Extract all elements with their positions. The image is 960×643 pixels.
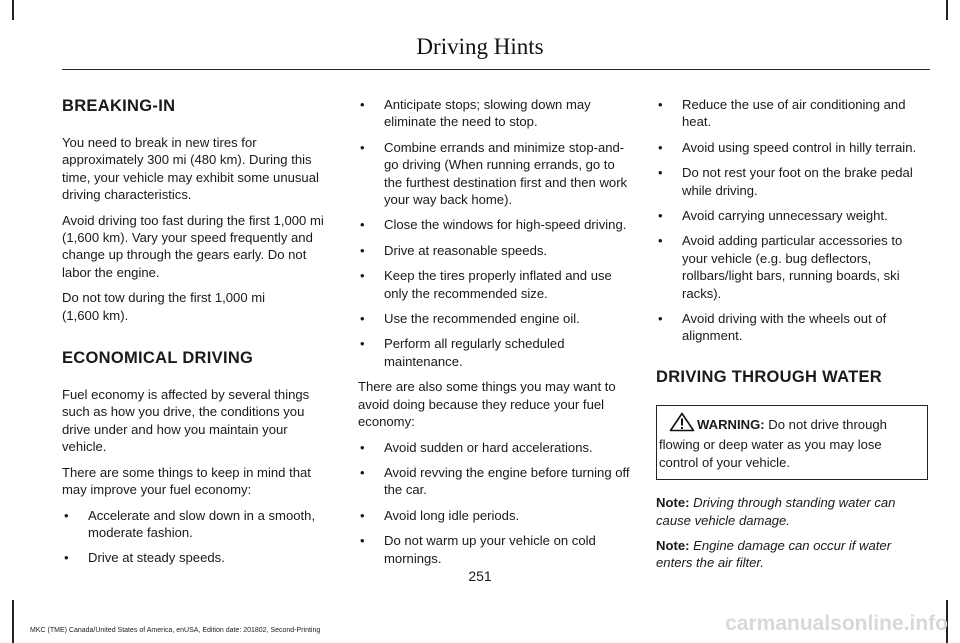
note-1 [656,494,928,529]
list-item [656,207,928,224]
list-item [358,532,630,567]
list-item [358,216,630,233]
warning-box [656,405,928,480]
list-item-text: Avoid sudden or hard accelerations. [384,439,593,455]
note-label: Note: [656,495,690,511]
bullet-glyph: • [658,97,663,112]
list-item [656,139,928,156]
list-item [656,164,928,199]
list-item [62,549,334,566]
warning-triangle-icon [669,412,695,436]
crop-mark-bottom-left [12,600,14,643]
bullet-glyph: • [658,139,663,155]
more-tips-bullet-list [656,96,928,345]
bullet-glyph: • [658,311,663,327]
economical-bullet-list [62,507,334,567]
footer-edition-text: MKC (TME) Canada/United States of America, enUSA, Edition date: 201802, Second-Printing [30,627,321,634]
header-rule [62,69,930,70]
list-item [656,310,928,345]
warning-text: Do not drive through flowing or deep water as you may lose control of your vehicle. [659,416,887,470]
note-label: Note: [656,537,690,553]
fuel-tips-bullet-list [358,96,630,370]
list-item [358,464,630,499]
note-text: Engine damage can occur if water enters the air filter. [656,537,892,571]
avoid-bullet-list [358,439,630,567]
list-item-text: Avoid using speed control in hilly terrain. [682,139,917,155]
bullet-glyph: • [360,139,365,155]
list-item-text: Do not warm up your vehicle on cold mornings. [384,533,596,566]
list-item-text: Drive at reasonable speeds. [384,242,548,258]
watermark: carmanualsonline.info [725,612,948,635]
bullet-glyph: • [658,208,663,224]
crop-mark-top-right [946,0,948,20]
breaking-in-heading: BREAKING-IN [62,97,176,115]
breaking-in-paragraph-3: Do not tow during the first 1,000 mi (1,600 km). [62,290,266,323]
list-item [358,310,630,327]
economical-driving-heading: ECONOMICAL DRIVING [62,349,254,368]
list-item [358,242,630,259]
list-item-text: Avoid revving the engine before turning off the car. [384,464,630,498]
page-number: 251 [468,568,492,584]
breaking-in-paragraph-2: Avoid driving too fast during the first 1,000 mi (1,600 km). Vary your speed frequently and change up through the gears early. Do not labor the engine. [62,212,324,280]
bullet-glyph: • [658,165,663,181]
bullet-glyph: • [64,550,69,566]
list-item-text: Combine errands and minimize stop-and-go driving (When running errands, go to the furthest destination first and then work your way back home). [384,139,628,208]
crop-mark-top-left [12,0,14,20]
bullet-glyph: • [360,533,365,549]
list-item-text: Drive at steady speeds. [88,550,225,566]
list-item [358,439,630,456]
bullet-glyph: • [658,233,663,249]
bullet-glyph: • [360,217,365,233]
list-item [358,139,630,209]
note-text: Driving through standing water can cause vehicle damage. [656,495,896,528]
bullet-glyph: • [360,336,365,352]
warning-label: WARNING: [697,416,765,432]
bullet-glyph: • [360,97,365,112]
list-item [358,96,630,131]
list-item-text: Perform all regularly scheduled maintenance. [384,336,565,369]
list-item-text: Avoid adding particular accessories to your vehicle (e.g. bug deflectors, rollbars/light bars, running boards, ski racks). [682,233,903,301]
bullet-glyph: • [64,507,69,523]
breaking-in-paragraph-1: You need to break in new tires for approximately 300 mi (480 km). During this time, your vehicle may exhibit some unusual driving characteristics. [62,135,319,203]
list-item [656,96,928,131]
list-item [62,507,334,542]
list-item-text: Close the windows for high-speed driving. [384,217,627,233]
bullet-glyph: • [360,268,365,284]
economical-paragraph-1: Fuel economy is affected by several things such as how you drive, the conditions you drive under and how you maintain your vehicle. [62,387,310,455]
list-item-text: Accelerate and slow down in a smooth, moderate fashion. [88,507,316,540]
list-item-text: Avoid driving with the wheels out of alignment. [682,311,887,344]
page-title: Driving Hints [416,34,544,59]
bullet-glyph: • [360,439,365,455]
column-1 [62,96,334,575]
list-item [358,267,630,302]
note-2 [656,537,928,572]
column-2 [358,96,630,575]
list-item-text: Use the recommended engine oil. [384,311,580,327]
bullet-glyph: • [360,464,365,480]
bullet-glyph: • [360,507,365,523]
list-item-text: Reduce the use of air conditioning and heat. [682,97,906,130]
list-item-text: Anticipate stops; slowing down may eliminate the need to stop. [384,97,591,130]
avoid-paragraph: There are also some things you may want to avoid doing because they reduce your fuel economy: [358,379,616,430]
list-item-text: Avoid carrying unnecessary weight. [682,208,888,224]
economical-paragraph-2: There are some things to keep in mind that may improve your fuel economy: [62,464,311,498]
list-item [358,507,630,524]
list-item [358,335,630,370]
list-item [656,232,928,302]
list-item-text: Do not rest your foot on the brake pedal while driving. [682,165,913,198]
driving-through-water-heading: DRIVING THROUGH WATER [656,367,882,386]
bullet-glyph: • [360,242,365,258]
bullet-glyph: • [360,311,365,327]
column-3 [656,96,928,580]
list-item-text: Keep the tires properly inflated and use only the recommended size. [384,268,612,301]
list-item-text: Avoid long idle periods. [384,507,520,523]
